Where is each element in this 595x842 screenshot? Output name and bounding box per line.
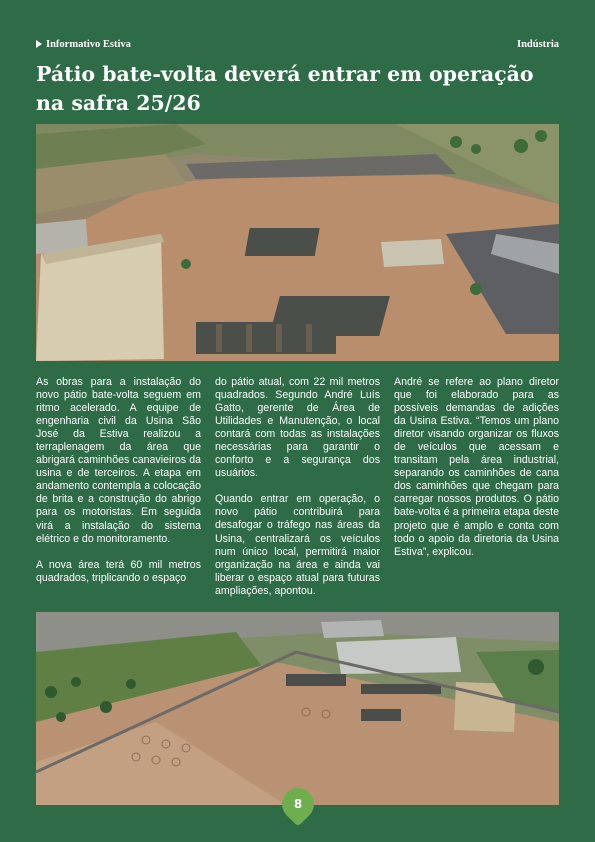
paragraph: A nova área terá 60 mil metros quadrados, triplicando o espaço [36, 558, 201, 584]
paragraph: As obras para a instalação do novo pátio bate-volta seguem em ritmo acelerado. A equipe de engenharia civil da Usina São José da Estiva realizou a terraplenagem da área que abrigará caminhões canavieiros da usina e de terceiros. A etapa em andamento contempla a colocação de brita e a construção do abrigo para os motoristas. Em seguida virá a instalação do sistema elétrico e do monitoramento. [36, 376, 201, 545]
page-number: 8 [293, 797, 303, 811]
header-section [36, 39, 131, 50]
aerial-photo-construction-site [36, 124, 559, 361]
article-body [36, 376, 559, 598]
header-category: Indústria [516, 38, 559, 50]
page-header [36, 37, 559, 51]
article-title: Pátio bate-volta deverá entrar em operação na safra 25/26 [36, 62, 534, 115]
paragraph: Quando entrar em operação, o novo pátio contribuirá para desafogar o tráfego nas áreas da Usina, centralizará os veículos num único local, permitirá maior organização na área e ainda vai liberar o espaço atual para futuras ampliações, apontou. [215, 493, 380, 597]
aerial-photo-industrial-area [36, 612, 559, 805]
article-column-1 [36, 376, 201, 598]
paragraph: do pátio atual, com 22 mil metros quadrados. Segundo André Luís Gatto, gerente de Área de Utilidades e Manutenção, o local contará com todas as instalações necessárias para garantir o conforto e a segurança dos usuários. [215, 376, 380, 480]
page-number-badge [275, 781, 320, 826]
header-section-label: Informativo Estiva [46, 38, 131, 50]
paragraph: André se refere ao plano diretor que foi elaborado para as possíveis demandas de adições da Usina Estiva. “Temos um plano diretor visando organizar os fluxos de veículos que acessam e transitam pela área industrial, separando os caminhões de cana dos caminhões que chegam para carregar nossos produtos. O pátio bate-volta é a primeira etapa deste projeto que é amplo e conta com todo o apoio da diretoria da Usina Estiva”, explicou. [394, 376, 559, 558]
play-triangle-icon [36, 40, 42, 48]
article-column-3 [394, 376, 559, 598]
article-column-2 [215, 376, 380, 598]
